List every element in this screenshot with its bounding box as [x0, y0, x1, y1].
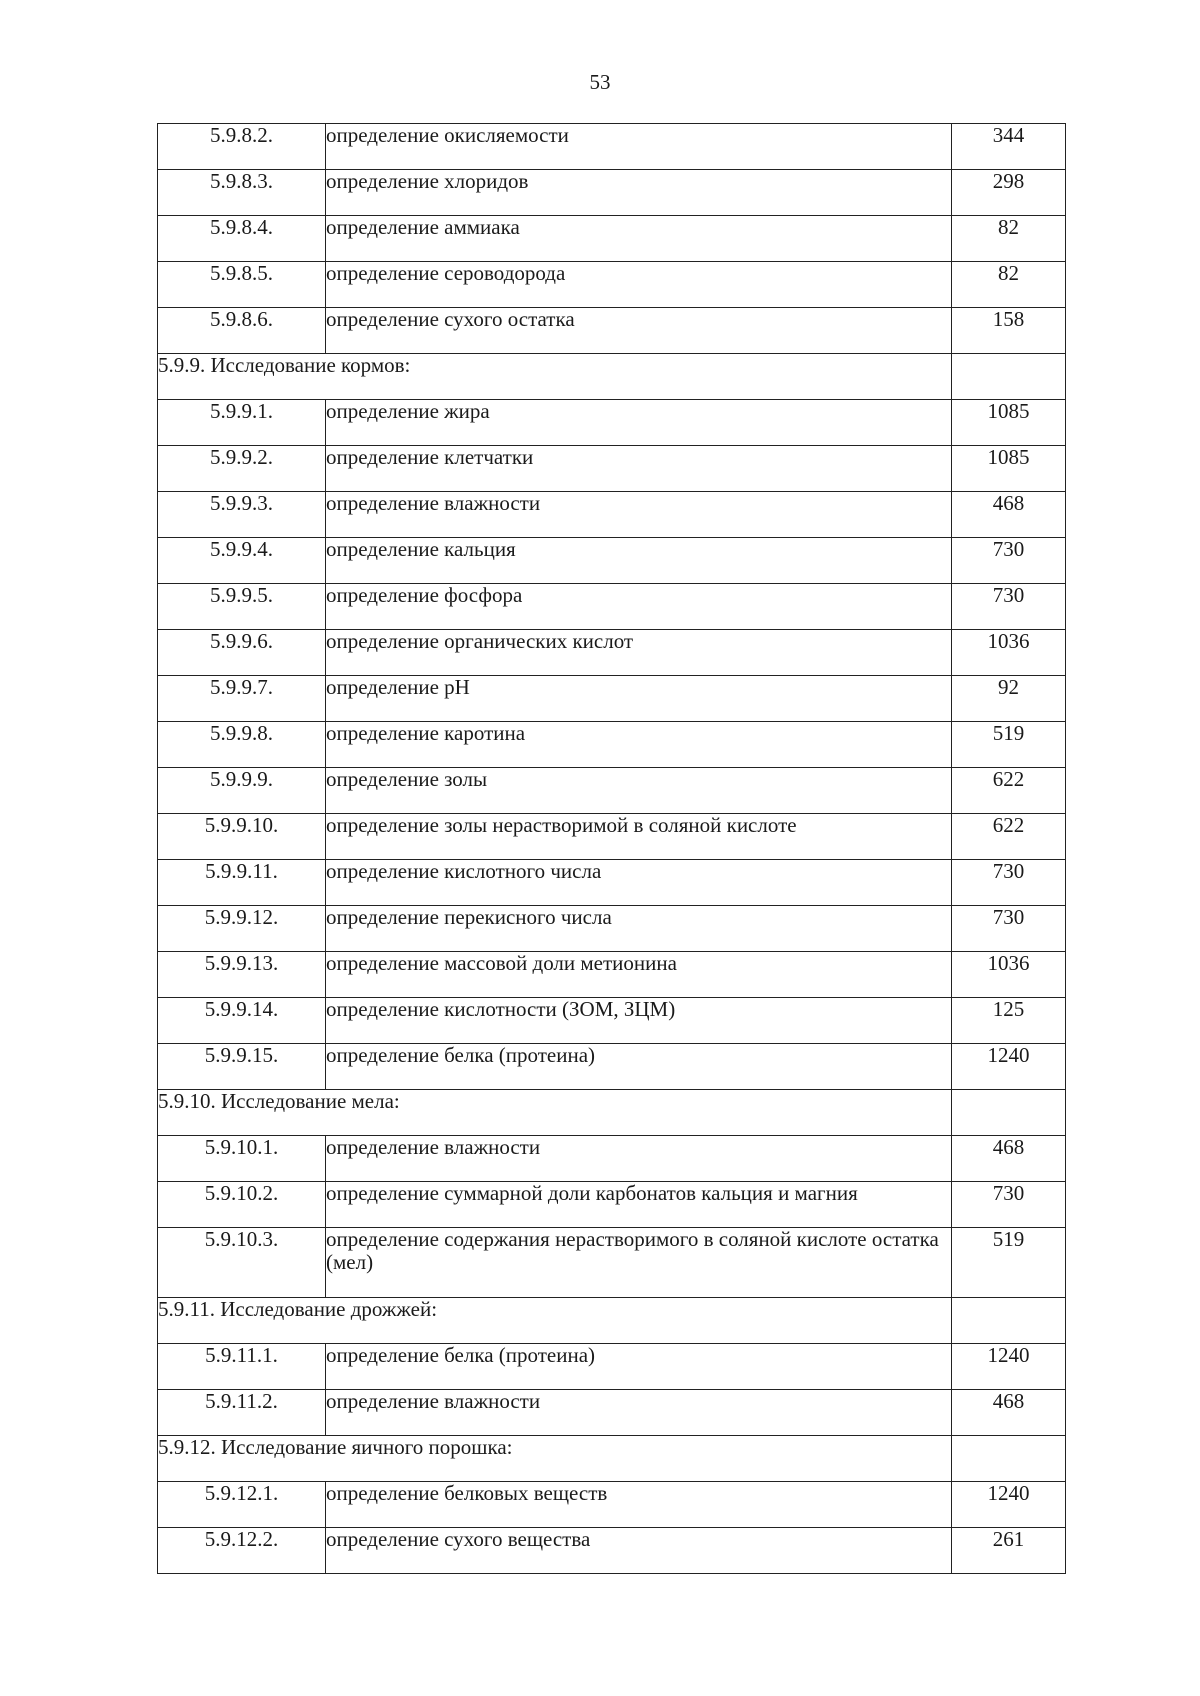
price-cell: 468 — [952, 1136, 1066, 1182]
name-cell: определение белка (протеина) — [326, 1344, 952, 1390]
price-cell: 82 — [952, 262, 1066, 308]
table-row — [158, 1182, 1066, 1228]
price-cell: 158 — [952, 308, 1066, 354]
table-body — [158, 124, 1066, 1574]
code-cell: 5.9.10.1. — [158, 1136, 326, 1182]
name-cell: определение золы нерастворимой в соляной кислоте — [326, 814, 952, 860]
name-cell: определение влажности — [326, 492, 952, 538]
name-cell: определение кислотного числа — [326, 860, 952, 906]
table-row — [158, 170, 1066, 216]
price-cell: 730 — [952, 860, 1066, 906]
price-cell: 730 — [952, 906, 1066, 952]
table-row — [158, 722, 1066, 768]
name-cell: определение перекисного числа — [326, 906, 952, 952]
table-row — [158, 584, 1066, 630]
code-cell: 5.9.11.2. — [158, 1390, 326, 1436]
price-cell: 1240 — [952, 1482, 1066, 1528]
code-cell: 5.9.8.2. — [158, 124, 326, 170]
price-cell: 261 — [952, 1528, 1066, 1574]
table-row — [158, 1390, 1066, 1436]
code-cell: 5.9.9.13. — [158, 952, 326, 998]
table-row — [158, 538, 1066, 584]
code-cell: 5.9.9.8. — [158, 722, 326, 768]
price-cell: 344 — [952, 124, 1066, 170]
price-cell: 125 — [952, 998, 1066, 1044]
price-cell: 730 — [952, 1182, 1066, 1228]
code-cell: 5.9.9.2. — [158, 446, 326, 492]
section-row — [158, 1298, 1066, 1344]
section-row — [158, 354, 1066, 400]
name-cell: определение белка (протеина) — [326, 1044, 952, 1090]
price-cell: 1036 — [952, 630, 1066, 676]
page-number: 53 — [589, 70, 611, 94]
name-cell: определение массовой доли метионина — [326, 952, 952, 998]
table-row — [158, 446, 1066, 492]
price-cell: 730 — [952, 538, 1066, 584]
code-cell: 5.9.9.1. — [158, 400, 326, 446]
price-cell: 1085 — [952, 400, 1066, 446]
price-cell: 519 — [952, 722, 1066, 768]
price-cell-empty — [952, 1090, 1066, 1136]
name-cell: определение жира — [326, 400, 952, 446]
price-cell: 622 — [952, 768, 1066, 814]
table-row — [158, 998, 1066, 1044]
table-row — [158, 1228, 1066, 1298]
name-cell: определение аммиака — [326, 216, 952, 262]
price-cell-empty — [952, 354, 1066, 400]
price-cell: 1036 — [952, 952, 1066, 998]
table-row — [158, 630, 1066, 676]
code-cell: 5.9.12.1. — [158, 1482, 326, 1528]
code-cell: 5.9.9.10. — [158, 814, 326, 860]
code-cell: 5.9.9.14. — [158, 998, 326, 1044]
name-cell: определение суммарной доли карбонатов кальция и магния — [326, 1182, 952, 1228]
name-cell: определение каротина — [326, 722, 952, 768]
table-row — [158, 1528, 1066, 1574]
code-cell: 5.9.10.2. — [158, 1182, 326, 1228]
table-row — [158, 1482, 1066, 1528]
name-cell: определение белковых веществ — [326, 1482, 952, 1528]
code-cell: 5.9.9.15. — [158, 1044, 326, 1090]
code-cell: 5.9.9.11. — [158, 860, 326, 906]
price-cell: 468 — [952, 492, 1066, 538]
code-cell: 5.9.9.9. — [158, 768, 326, 814]
price-cell: 1085 — [952, 446, 1066, 492]
table-row — [158, 952, 1066, 998]
price-cell-empty — [952, 1298, 1066, 1344]
table-row — [158, 1344, 1066, 1390]
name-cell: определение хлоридов — [326, 170, 952, 216]
price-cell-empty — [952, 1436, 1066, 1482]
code-cell: 5.9.9.5. — [158, 584, 326, 630]
section-row — [158, 1436, 1066, 1482]
table-row — [158, 1044, 1066, 1090]
name-cell: определение сероводорода — [326, 262, 952, 308]
section-title: 5.9.9. Исследование кормов: — [158, 354, 952, 400]
code-cell: 5.9.10.3. — [158, 1228, 326, 1298]
name-cell: определение сухого вещества — [326, 1528, 952, 1574]
code-cell: 5.9.12.2. — [158, 1528, 326, 1574]
price-cell: 92 — [952, 676, 1066, 722]
code-cell: 5.9.8.3. — [158, 170, 326, 216]
table-row — [158, 262, 1066, 308]
code-cell: 5.9.9.12. — [158, 906, 326, 952]
table-row — [158, 768, 1066, 814]
table-row — [158, 308, 1066, 354]
name-cell: определение pH — [326, 676, 952, 722]
code-cell: 5.9.9.3. — [158, 492, 326, 538]
price-cell: 1240 — [952, 1044, 1066, 1090]
code-cell: 5.9.9.7. — [158, 676, 326, 722]
name-cell: определение кислотности (ЗОМ, ЗЦМ) — [326, 998, 952, 1044]
name-cell: определение влажности — [326, 1136, 952, 1182]
price-cell: 519 — [952, 1228, 1066, 1298]
section-title: 5.9.12. Исследование яичного порошка: — [158, 1436, 952, 1482]
table-row — [158, 124, 1066, 170]
price-cell: 298 — [952, 170, 1066, 216]
section-row — [158, 1090, 1066, 1136]
price-cell: 468 — [952, 1390, 1066, 1436]
name-cell: определение влажности — [326, 1390, 952, 1436]
section-title: 5.9.10. Исследование мела: — [158, 1090, 952, 1136]
name-cell: определение кальция — [326, 538, 952, 584]
code-cell: 5.9.8.5. — [158, 262, 326, 308]
table-row — [158, 492, 1066, 538]
name-cell: определение окисляемости — [326, 124, 952, 170]
table-row — [158, 814, 1066, 860]
price-cell: 622 — [952, 814, 1066, 860]
price-table — [157, 123, 1066, 1574]
name-cell: определение сухого остатка — [326, 308, 952, 354]
price-cell: 730 — [952, 584, 1066, 630]
name-cell: определение золы — [326, 768, 952, 814]
price-cell: 82 — [952, 216, 1066, 262]
section-title: 5.9.11. Исследование дрожжей: — [158, 1298, 952, 1344]
table-row — [158, 906, 1066, 952]
code-cell: 5.9.8.4. — [158, 216, 326, 262]
name-cell: определение фосфора — [326, 584, 952, 630]
name-cell: определение органических кислот — [326, 630, 952, 676]
table-row — [158, 216, 1066, 262]
code-cell: 5.9.11.1. — [158, 1344, 326, 1390]
name-cell: определение клетчатки — [326, 446, 952, 492]
table-row — [158, 860, 1066, 906]
table-row — [158, 1136, 1066, 1182]
code-cell: 5.9.8.6. — [158, 308, 326, 354]
code-cell: 5.9.9.4. — [158, 538, 326, 584]
table-row — [158, 400, 1066, 446]
code-cell: 5.9.9.6. — [158, 630, 326, 676]
price-cell: 1240 — [952, 1344, 1066, 1390]
table-row — [158, 676, 1066, 722]
name-cell: определение содержания нерастворимого в соляной кислоте остатка (мел) — [326, 1228, 952, 1298]
